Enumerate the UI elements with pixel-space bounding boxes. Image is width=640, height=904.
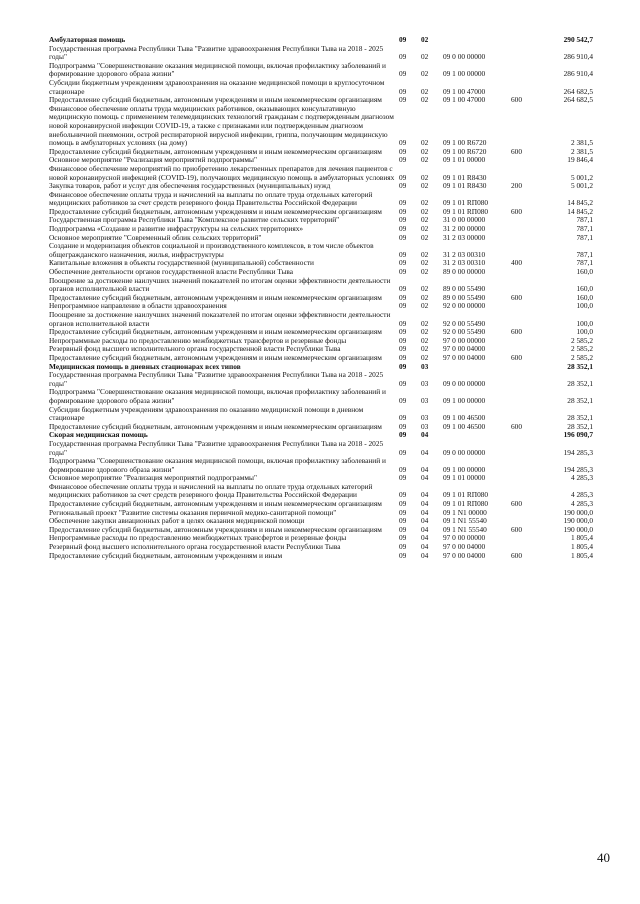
row-expense-type-cell bbox=[511, 431, 541, 440]
row-subsection-code-cell: 02 bbox=[421, 138, 429, 148]
row-subsection-code-cell: 02 bbox=[421, 335, 429, 345]
row-expense-type-cell bbox=[511, 105, 541, 148]
row-target-item-code-cell: 89 0 00 00000 bbox=[443, 267, 486, 277]
row-target-item-code-cell: 97 0 00 04000 bbox=[443, 542, 486, 552]
row-section-code-cell: 09 bbox=[399, 95, 407, 105]
row-section-code-cell: 09 bbox=[399, 430, 407, 440]
row-name-cell: Предоставление субсидий бюджетным, автономным учреждениям и иным некоммерческим организациям bbox=[49, 352, 382, 362]
row-name-cell: Капитальные вложения в объекты государственной (муниципальной) собственности bbox=[49, 258, 314, 268]
table-row bbox=[49, 165, 593, 182]
row-subsection-code-cell: 02 bbox=[421, 206, 429, 216]
row-subsection-code-cell: 02 bbox=[421, 198, 429, 208]
row-expense-type-cell bbox=[511, 268, 541, 277]
row-target-item-code-cell: 89 0 00 55490 bbox=[443, 292, 486, 302]
row-target-item-code-cell: 31 2 03 00310 bbox=[443, 258, 486, 268]
row-section-code-cell: 09 bbox=[399, 198, 407, 208]
row-target-item-code-cell: 92 0 00 00000 bbox=[443, 301, 486, 311]
row-target-item-code-cell: 31 2 03 00000 bbox=[443, 232, 486, 242]
row-subsection-code-cell: 03 bbox=[421, 378, 429, 388]
row-target-item-code-cell: 97 0 00 00000 bbox=[443, 335, 486, 345]
row-subsection-code-cell: 04 bbox=[421, 473, 429, 483]
row-expense-type-cell bbox=[511, 388, 541, 405]
row-section-code-cell: 09 bbox=[399, 155, 407, 165]
row-subsection-code-cell: 04 bbox=[421, 430, 429, 440]
row-section-code-cell: 09 bbox=[399, 35, 407, 44]
row-expense-type-cell bbox=[511, 440, 541, 457]
row-amount-cell: 28 352,1 bbox=[567, 413, 593, 423]
row-subsection-code-cell: 04 bbox=[421, 507, 429, 517]
row-target-item-code-cell: 09 1 N1 55540 bbox=[443, 524, 487, 534]
row-target-item-code-cell: 09 0 00 00000 bbox=[443, 378, 486, 388]
row-subsection-code-cell: 02 bbox=[421, 86, 429, 96]
row-section-code-cell: 09 bbox=[399, 181, 407, 191]
row-expense-type-cell bbox=[511, 45, 541, 62]
row-name-cell: Финансовое обеспечение мероприятий по приобретению лекарственных препаратов для лечения пациентов с новой коронавирусной инфекцией (COVID-19), получающих медицинскую помощь в амбулаторных условиях bbox=[49, 163, 395, 182]
row-amount-cell: 190 000,0 bbox=[563, 524, 593, 534]
row-name-cell: Предоставление субсидий бюджетным, автономным учреждениям и иным некоммерческим организациям bbox=[49, 146, 382, 156]
row-target-item-code-cell: 09 1 00 47000 bbox=[443, 86, 486, 96]
row-target-item-code-cell: 09 1 00 00000 bbox=[443, 69, 486, 79]
row-expense-type-cell bbox=[511, 457, 541, 474]
row-expense-type-cell: 600 bbox=[511, 327, 523, 337]
row-subsection-code-cell: 04 bbox=[421, 499, 429, 509]
row-target-item-code-cell: 09 1 01 RП080 bbox=[443, 206, 489, 216]
row-name-cell: Предоставление субсидий бюджетным, автономным учреждениям и иным некоммерческим организациям bbox=[49, 292, 382, 302]
table-row bbox=[49, 242, 593, 259]
row-expense-type-cell bbox=[511, 534, 541, 543]
row-expense-type-cell: 600 bbox=[511, 421, 523, 431]
row-name-cell: Непрограммное направление в области здравоохранения bbox=[49, 301, 227, 311]
row-subsection-code-cell: 02 bbox=[421, 69, 429, 79]
row-name-cell: Предоставление субсидий бюджетным, автономным учреждениям и иным некоммерческим организациям bbox=[49, 206, 382, 216]
table-row bbox=[49, 79, 593, 96]
row-subsection-code-cell: 02 bbox=[421, 95, 429, 105]
row-expense-type-cell bbox=[511, 277, 541, 294]
row-section-code-cell: 09 bbox=[399, 335, 407, 345]
row-section-code-cell: 09 bbox=[399, 490, 407, 500]
row-name-cell: Непрограммные расходы по предоставлению межбюджетных трансфертов и резервные фонды bbox=[49, 533, 347, 543]
row-name-cell: Государственная программа Республики Тыва "Развитие здравоохранения Республики Тыва на 2018 - 2025 годы" bbox=[49, 370, 384, 388]
row-name-cell: Основное мероприятие "Современный облик сельских территорий" bbox=[49, 232, 262, 242]
row-target-item-code-cell: 09 1 01 RП080 bbox=[443, 198, 489, 208]
row-expense-type-cell bbox=[511, 302, 541, 311]
row-subsection-code-cell: 04 bbox=[421, 464, 429, 474]
row-expense-type-cell: 200 bbox=[511, 181, 523, 191]
row-target-item-code-cell: 97 0 00 04000 bbox=[443, 550, 486, 560]
row-subsection-code-cell: 04 bbox=[421, 524, 429, 534]
row-section-code-cell: 09 bbox=[399, 524, 407, 534]
row-section-code-cell: 09 bbox=[399, 447, 407, 457]
row-subsection-code-cell: 03 bbox=[421, 361, 429, 371]
row-name-cell: Подпрограмма "Совершенствование оказания медицинской помощи, включая профилактику заболеваний и формирование здорового образа жизни" bbox=[49, 387, 386, 405]
row-expense-type-cell bbox=[511, 79, 541, 96]
row-name-cell: Государственная программа Республики Тыва "Комплексное развитие сельских территорий" bbox=[49, 215, 340, 225]
row-expense-type-cell bbox=[511, 191, 541, 208]
row-name-cell: Медицинская помощь в дневных стационарах всех типов bbox=[49, 361, 241, 371]
row-amount-cell: 264 682,5 bbox=[563, 95, 593, 105]
row-section-code-cell: 09 bbox=[399, 86, 407, 96]
row-subsection-code-cell: 04 bbox=[421, 550, 429, 560]
row-name-cell: Поощрение за достижение наилучших значений показателей по итогам оценки эффективности деятельности органов исполнительной власти bbox=[49, 275, 391, 294]
row-section-code-cell: 09 bbox=[399, 533, 407, 543]
table-row bbox=[49, 62, 593, 79]
row-name-cell: Предоставление субсидий бюджетным, автономным учреждениям и иным bbox=[49, 550, 283, 560]
table-row bbox=[49, 105, 593, 148]
row-subsection-code-cell: 02 bbox=[421, 352, 429, 362]
row-amount-cell: 4 285,3 bbox=[570, 473, 593, 483]
row-amount-cell: 1 805,4 bbox=[570, 533, 593, 543]
row-amount-cell: 28 352,1 bbox=[567, 361, 593, 371]
table-row bbox=[49, 311, 593, 328]
row-name-cell: Подпрограмма "Совершенствование оказания медицинской помощи, включая профилактику заболеваний и формирование здорового образа жизни" bbox=[49, 456, 386, 474]
page-number: 40 bbox=[597, 850, 610, 865]
row-expense-type-cell bbox=[511, 242, 541, 259]
table-row bbox=[49, 483, 593, 500]
row-section-code-cell: 09 bbox=[399, 464, 407, 474]
row-amount-cell: 787,1 bbox=[576, 258, 593, 268]
row-amount-cell: 2 585,2 bbox=[570, 352, 593, 362]
row-amount-cell: 190 000,0 bbox=[563, 507, 593, 517]
row-amount-cell: 100,0 bbox=[576, 301, 593, 311]
row-section-code-cell: 09 bbox=[399, 550, 407, 560]
row-amount-cell: 2 381,5 bbox=[570, 146, 593, 156]
row-section-code-cell: 09 bbox=[399, 284, 407, 294]
row-section-code-cell: 09 bbox=[399, 413, 407, 423]
row-target-item-code-cell: 09 1 00 00000 bbox=[443, 395, 486, 405]
row-subsection-code-cell: 02 bbox=[421, 284, 429, 294]
row-section-code-cell: 09 bbox=[399, 301, 407, 311]
table-row bbox=[49, 440, 593, 457]
row-name-cell: Скорая медицинская помощь bbox=[49, 430, 148, 440]
row-amount-cell: 2 585,2 bbox=[570, 344, 593, 354]
row-target-item-code-cell: 09 0 00 00000 bbox=[443, 447, 486, 457]
row-name-cell: Финансовое обеспечение оплаты труда и начислений на выплаты по оплате труда отдельных категорий медицинских работников за счет средств резервного фонда Правительства Российской Федерации bbox=[49, 189, 373, 208]
row-name-cell: Предоставление субсидий бюджетным, автономным учреждениям и иным некоммерческим организациям bbox=[49, 421, 382, 431]
row-target-item-code-cell: 09 1 00 46500 bbox=[443, 413, 486, 423]
table-row bbox=[49, 371, 593, 388]
row-subsection-code-cell: 04 bbox=[421, 447, 429, 457]
row-section-code-cell: 09 bbox=[399, 69, 407, 79]
row-expense-type-cell bbox=[511, 165, 541, 182]
row-expense-type-cell: 600 bbox=[511, 524, 523, 534]
row-target-item-code-cell: 97 0 00 00000 bbox=[443, 533, 486, 543]
row-subsection-code-cell: 03 bbox=[421, 421, 429, 431]
row-amount-cell: 264 682,5 bbox=[563, 86, 593, 96]
row-expense-type-cell: 600 bbox=[511, 206, 523, 216]
row-amount-cell: 14 845,2 bbox=[567, 206, 593, 216]
row-target-item-code-cell: 09 1 01 R8430 bbox=[443, 172, 487, 182]
row-section-code-cell: 09 bbox=[399, 344, 407, 354]
row-expense-type-cell: 600 bbox=[511, 352, 523, 362]
table-row bbox=[49, 45, 593, 62]
row-section-code-cell: 09 bbox=[399, 421, 407, 431]
row-amount-cell: 787,1 bbox=[576, 215, 593, 225]
row-amount-cell: 160,0 bbox=[576, 284, 593, 294]
budget-table bbox=[49, 36, 593, 560]
row-name-cell: Амбулаторная помощь bbox=[49, 35, 126, 44]
row-expense-type-cell bbox=[511, 234, 541, 243]
row-target-item-code-cell bbox=[443, 363, 511, 372]
row-subsection-code-cell: 02 bbox=[421, 232, 429, 242]
row-expense-type-cell bbox=[511, 509, 541, 518]
row-amount-cell: 160,0 bbox=[576, 267, 593, 277]
row-amount-cell: 100,0 bbox=[576, 327, 593, 337]
row-section-code-cell: 09 bbox=[399, 258, 407, 268]
row-expense-type-cell: 600 bbox=[511, 550, 523, 560]
row-target-item-code-cell: 09 1 01 RП080 bbox=[443, 490, 489, 500]
table-row bbox=[49, 277, 593, 294]
row-section-code-cell: 09 bbox=[399, 352, 407, 362]
row-subsection-code-cell: 02 bbox=[421, 224, 429, 234]
row-subsection-code-cell: 02 bbox=[421, 344, 429, 354]
row-name-cell: Поощрение за достижение наилучших значений показателей по итогам оценки эффективности деятельности органов исполнительной власти bbox=[49, 310, 391, 328]
row-section-code-cell: 09 bbox=[399, 249, 407, 259]
row-expense-type-cell bbox=[511, 36, 541, 45]
row-expense-type-cell bbox=[511, 483, 541, 500]
row-amount-cell: 2 585,2 bbox=[570, 335, 593, 345]
row-name-cell: Предоставление субсидий бюджетным, автономным учреждениям и иным некоммерческим организациям bbox=[49, 524, 382, 534]
row-subsection-code-cell: 03 bbox=[421, 413, 429, 423]
row-expense-type-cell bbox=[511, 406, 541, 423]
row-expense-type-cell bbox=[511, 363, 541, 372]
row-amount-cell: 1 805,4 bbox=[570, 542, 593, 552]
row-expense-type-cell bbox=[511, 371, 541, 388]
row-target-item-code-cell: 09 1 N1 55540 bbox=[443, 516, 487, 526]
row-amount-cell: 286 910,4 bbox=[563, 69, 593, 79]
row-section-code-cell: 09 bbox=[399, 516, 407, 526]
row-target-item-code-cell: 09 1 00 00000 bbox=[443, 464, 486, 474]
row-subsection-code-cell: 04 bbox=[421, 533, 429, 543]
table-row bbox=[49, 457, 593, 474]
row-amount-cell: 4 285,3 bbox=[570, 490, 593, 500]
row-subsection-code-cell: 02 bbox=[421, 267, 429, 277]
row-section-code-cell: 09 bbox=[399, 473, 407, 483]
row-name-cell: Резервный фонд высшего исполнительного органа государственной власти Республики Тыва bbox=[49, 542, 341, 552]
row-subsection-code-cell: 04 bbox=[421, 516, 429, 526]
row-expense-type-cell bbox=[511, 216, 541, 225]
row-target-item-code-cell: 92 0 00 55490 bbox=[443, 318, 486, 328]
row-expense-type-cell: 600 bbox=[511, 95, 523, 105]
budget-table-body bbox=[49, 36, 593, 560]
row-subsection-code-cell: 02 bbox=[421, 181, 429, 191]
row-target-item-code-cell: 09 1 00 R6720 bbox=[443, 138, 487, 148]
row-amount-cell: 28 352,1 bbox=[567, 421, 593, 431]
row-expense-type-cell: 400 bbox=[511, 258, 523, 268]
row-section-code-cell: 09 bbox=[399, 172, 407, 182]
row-target-item-code-cell bbox=[443, 36, 511, 45]
row-amount-cell: 196 090,7 bbox=[563, 430, 593, 440]
row-name-cell: Региональный проект "Развитие системы оказания первичной медико-санитарной помощи" bbox=[49, 507, 337, 517]
row-name-cell: Финансовое обеспечение оплаты труда и начислений на выплаты по оплате труда отдельных категорий медицинских работников за счет средств резервного фонда Правительства Российской Федерации bbox=[49, 481, 373, 500]
row-subsection-code-cell: 04 bbox=[421, 490, 429, 500]
row-amount-cell: 787,1 bbox=[576, 249, 593, 259]
row-target-item-code-cell: 31 0 00 00000 bbox=[443, 215, 486, 225]
row-name-cell: Субсидии бюджетным учреждениям здравоохранения на оказание медицинской помощи в круглосуточном стационаре bbox=[49, 77, 385, 96]
row-expense-type-cell bbox=[511, 474, 541, 483]
row-target-item-code-cell: 09 1 00 46500 bbox=[443, 421, 486, 431]
row-section-code-cell: 09 bbox=[399, 542, 407, 552]
row-name-cell: Непрограммные расходы по предоставлению межбюджетных трансфертов и резервные фонды bbox=[49, 335, 347, 345]
table-row bbox=[49, 388, 593, 405]
row-subsection-code-cell: 02 bbox=[421, 172, 429, 182]
row-amount-cell: 194 285,3 bbox=[563, 464, 593, 474]
row-target-item-code-cell: 97 0 00 04000 bbox=[443, 352, 486, 362]
row-amount-cell: 2 381,5 bbox=[570, 138, 593, 148]
row-target-item-code-cell bbox=[443, 431, 511, 440]
row-amount-cell: 100,0 bbox=[576, 318, 593, 328]
row-expense-type-cell bbox=[511, 337, 541, 346]
row-subsection-code-cell: 02 bbox=[421, 35, 429, 44]
row-expense-type-cell bbox=[511, 62, 541, 79]
row-target-item-code-cell: 09 0 00 00000 bbox=[443, 52, 486, 62]
row-target-item-code-cell: 89 0 00 55490 bbox=[443, 284, 486, 294]
row-amount-cell: 5 001,2 bbox=[570, 172, 593, 182]
row-section-code-cell: 09 bbox=[399, 378, 407, 388]
table-row bbox=[49, 191, 593, 208]
table-row bbox=[49, 552, 593, 561]
row-expense-type-cell: 600 bbox=[511, 292, 523, 302]
row-section-code-cell: 09 bbox=[399, 327, 407, 337]
row-expense-type-cell bbox=[511, 225, 541, 234]
row-amount-cell: 787,1 bbox=[576, 224, 593, 234]
row-amount-cell: 286 910,4 bbox=[563, 52, 593, 62]
row-amount-cell: 19 846,4 bbox=[567, 155, 593, 165]
row-section-code-cell: 09 bbox=[399, 292, 407, 302]
row-section-code-cell: 09 bbox=[399, 146, 407, 156]
row-name-cell: Подпрограмма "Совершенствование оказания медицинской помощи, включая профилактику заболеваний и формирование здорового образа жизни" bbox=[49, 60, 386, 79]
row-section-code-cell: 09 bbox=[399, 215, 407, 225]
row-subsection-code-cell: 02 bbox=[421, 301, 429, 311]
row-name-cell: Создание и модернизация объектов социальной и производственного комплексов, в том числе объектов общегражданского назначения, жилья, инфраструктуры bbox=[49, 241, 374, 259]
row-subsection-code-cell: 02 bbox=[421, 215, 429, 225]
row-name-cell: Основное мероприятие "Реализация мероприятий подпрограммы" bbox=[49, 155, 257, 165]
row-expense-type-cell bbox=[511, 156, 541, 165]
row-amount-cell: 5 001,2 bbox=[570, 181, 593, 191]
row-subsection-code-cell: 02 bbox=[421, 292, 429, 302]
row-subsection-code-cell: 02 bbox=[421, 258, 429, 268]
row-amount-cell: 787,1 bbox=[576, 232, 593, 242]
row-subsection-code-cell: 02 bbox=[421, 327, 429, 337]
row-section-code-cell: 09 bbox=[399, 361, 407, 371]
row-target-item-code-cell: 09 1 01 00000 bbox=[443, 155, 486, 165]
row-section-code-cell: 09 bbox=[399, 206, 407, 216]
row-subsection-code-cell: 04 bbox=[421, 542, 429, 552]
row-expense-type-cell: 600 bbox=[511, 146, 523, 156]
row-subsection-code-cell: 02 bbox=[421, 249, 429, 259]
row-target-item-code-cell: 31 2 03 00310 bbox=[443, 249, 486, 259]
row-name-cell: Резервный фонд высшего исполнительного органа государственной власти Республики Тыва bbox=[49, 344, 341, 354]
row-name-cell: Закупка товаров, работ и услуг для обеспечения государственных (муниципальных) нужд bbox=[49, 181, 331, 191]
row-target-item-code-cell: 31 2 00 00000 bbox=[443, 224, 486, 234]
row-amount-cell: 28 352,1 bbox=[567, 395, 593, 405]
row-name-cell: Подпрограмма «Создание и развитие инфраструктуры на сельских территориях» bbox=[49, 224, 304, 234]
row-target-item-code-cell: 09 1 00 47000 bbox=[443, 95, 486, 105]
row-name-cell: Государственная программа Республики Тыва "Развитие здравоохранения Республики Тыва на 2018 - 2025 годы" bbox=[49, 438, 384, 457]
row-section-code-cell: 09 bbox=[399, 232, 407, 242]
row-name-cell: Обеспечение деятельности органов государственной власти Республики Тыва bbox=[49, 267, 294, 277]
row-section-code-cell: 09 bbox=[399, 52, 407, 62]
row-target-item-code-cell: 09 1 01 00000 bbox=[443, 473, 486, 483]
row-section-code-cell: 09 bbox=[399, 499, 407, 509]
row-section-code-cell: 09 bbox=[399, 507, 407, 517]
table-row bbox=[49, 406, 593, 423]
row-target-item-code-cell: 09 1 01 RП080 bbox=[443, 499, 489, 509]
row-subsection-code-cell: 02 bbox=[421, 155, 429, 165]
row-expense-type-cell bbox=[511, 311, 541, 328]
row-section-code-cell: 09 bbox=[399, 224, 407, 234]
row-target-item-code-cell: 09 1 01 R8430 bbox=[443, 181, 487, 191]
row-name-cell: Предоставление субсидий бюджетным, автономным учреждениям и иным некоммерческим организациям bbox=[49, 499, 382, 509]
row-amount-cell: 290 542,7 bbox=[563, 35, 593, 44]
row-target-item-code-cell: 09 1 00 R6720 bbox=[443, 146, 487, 156]
row-amount-cell: 4 285,3 bbox=[570, 499, 593, 509]
row-section-code-cell: 09 bbox=[399, 267, 407, 277]
row-subsection-code-cell: 02 bbox=[421, 52, 429, 62]
row-amount-cell: 160,0 bbox=[576, 292, 593, 302]
row-name-cell: Предоставление субсидий бюджетным, автономным учреждениям и иным некоммерческим организациям bbox=[49, 327, 382, 337]
row-amount-cell: 14 845,2 bbox=[567, 198, 593, 208]
row-amount-cell: 194 285,3 bbox=[563, 447, 593, 457]
row-subsection-code-cell: 03 bbox=[421, 395, 429, 405]
row-amount-cell: 28 352,1 bbox=[567, 378, 593, 388]
row-name-cell: Финансовое обеспечение оплаты труда медицинских работников, оказывающих консультативную медицинскую помощь с применением телемедицинских технологий гражданам с подтвержденным диагнозом новой коронавирусной инфекции COVID-19, а также с признаками или подтвержденным диагнозом внебольничной пневмонии, острой респираторной вирусной инфекции, гриппа, получающим медицинскую помощь в амбулаторных условиях (на дому) bbox=[49, 103, 394, 148]
row-name-cell: Субсидии бюджетным учреждениям здравоохранения по оказанию медицинской помощи в дневном стационаре bbox=[49, 404, 364, 423]
row-expense-type-cell: 600 bbox=[511, 499, 523, 509]
row-name-cell: Государственная программа Республики Тыва "Развитие здравоохранения Республики Тыва на 2018 - 2025 годы" bbox=[49, 43, 384, 62]
row-section-code-cell: 09 bbox=[399, 395, 407, 405]
row-amount-cell: 190 000,0 bbox=[563, 516, 593, 526]
row-section-code-cell: 09 bbox=[399, 318, 407, 328]
row-target-item-code-cell: 97 0 00 04000 bbox=[443, 344, 486, 354]
row-amount-cell: 1 805,4 bbox=[570, 550, 593, 560]
row-target-item-code-cell: 92 0 00 55490 bbox=[443, 327, 486, 337]
row-target-item-code-cell: 09 1 N1 00000 bbox=[443, 507, 487, 517]
row-name-cell: Предоставление субсидий бюджетным, автономным учреждениям и иным некоммерческим организациям bbox=[49, 95, 382, 105]
row-name-cell: Основное мероприятие "Реализация мероприятий подпрограммы" bbox=[49, 473, 257, 483]
row-section-code-cell: 09 bbox=[399, 138, 407, 148]
row-subsection-code-cell: 02 bbox=[421, 146, 429, 156]
row-subsection-code-cell: 02 bbox=[421, 318, 429, 328]
row-name-cell: Обеспечение закупки авиационных работ в целях оказания медицинской помощи bbox=[49, 516, 305, 526]
